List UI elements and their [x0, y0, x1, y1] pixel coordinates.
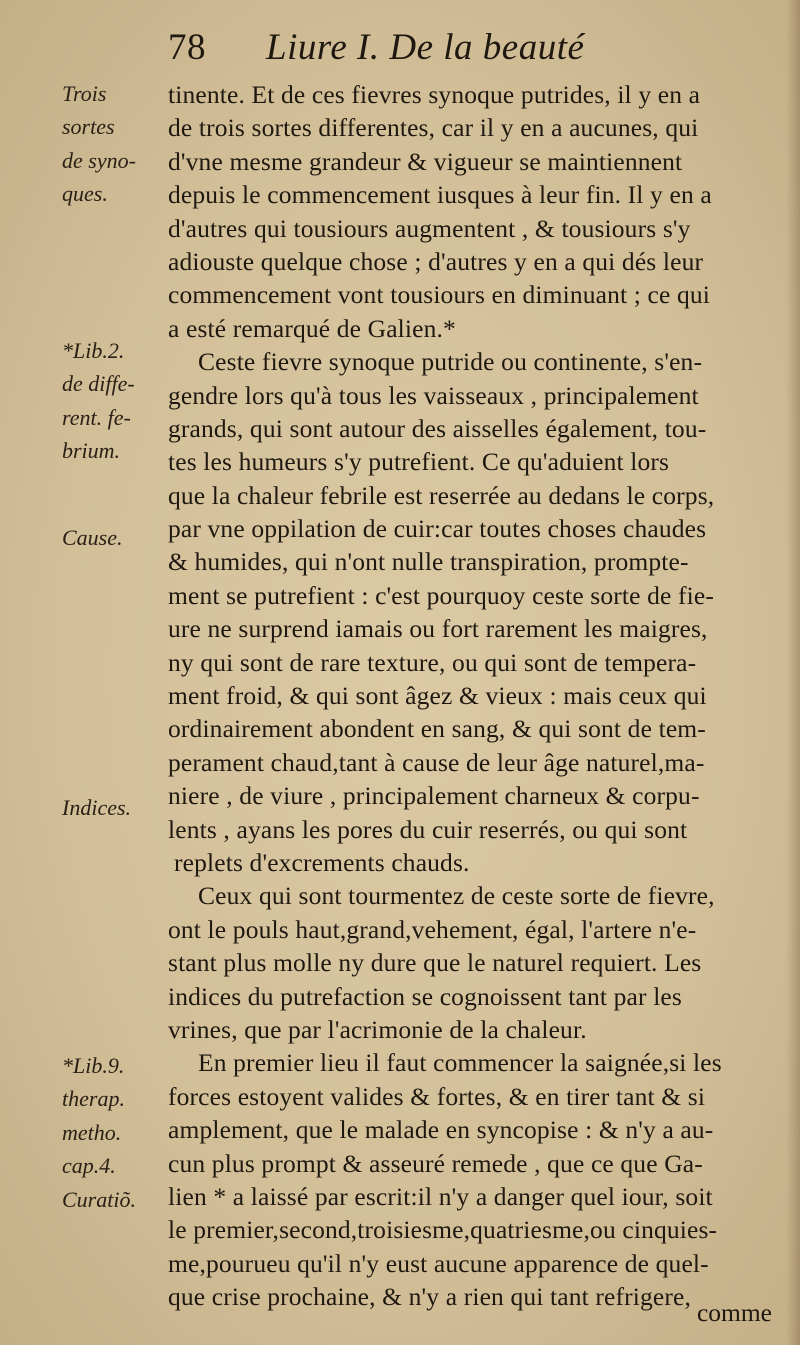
margin-note-line: sortes [62, 114, 115, 140]
catchword: comme [696, 1298, 772, 1327]
margin-note-line: rent. fe- [62, 404, 131, 430]
text-line: gendre lors qu'à tous les vaisseaux , principalement [168, 380, 699, 410]
page-edge-shadow [786, 0, 800, 1345]
text-line: lents , ayans les pores du cuir reserrés, ou qui sont [168, 814, 688, 844]
text-line: que crise prochaine, & n'y a rien qui tant refrigere, [168, 1282, 692, 1312]
text-line: d'autres qui tousiours augmentent , & tousiours s'y [168, 213, 691, 243]
text-line: En premier lieu il faut commencer la saignée,si les [198, 1048, 722, 1078]
text-line: commencement vont tousiours en diminuant ; ce qui [168, 280, 711, 310]
margin-note-line: *Lib.9. [62, 1053, 125, 1078]
text-line: tinente. Et de ces fievres synoque putrides, il y en a [168, 80, 701, 109]
margin-note-line: brium. [62, 438, 121, 464]
margin-note-line: de syno- [62, 147, 136, 173]
margin-note-line: Curatiõ. [62, 1186, 136, 1212]
text-line: indices du putrefaction se cognoissent tant par les [168, 981, 682, 1011]
text-line: grands, qui sont autour des aisselles également, tou- [168, 413, 707, 443]
margin-note-lib-2 [62, 335, 174, 469]
margin-note-line: Indices. [62, 795, 132, 820]
text-line: Ceste fievre synoque putride ou continente, s'en- [198, 347, 703, 377]
text-line: adiouste quelque chose ; d'autres y en a qui dés leur [168, 246, 704, 276]
text-line: depuis le commencement iusques à leur fin. Il y en a [168, 180, 712, 210]
margin-note-line: cap.4. [62, 1153, 116, 1179]
text-line: ment froid, & qui sont âgez & vieux : mais ceux qui [168, 681, 707, 711]
text-line: ment se putrefient : c'est pourquoy ceste sorte de fie- [168, 580, 715, 610]
running-title: Liure I. De la beauté [266, 27, 585, 68]
text-line: d'vne mesme grandeur & vigueur se maintiennent [168, 146, 683, 176]
margin-note-line: ques. [62, 181, 108, 207]
text-line: ordinairement abondent en sang, & qui sont de tem- [168, 714, 706, 744]
margin-note-line: Cause. [62, 525, 123, 550]
text-line: vrines, que par l'acrimonie de la chaleur. [168, 1014, 587, 1044]
margin-note-indices [62, 792, 174, 825]
margin-note-line: Trois [62, 81, 107, 106]
margin-note-cause [62, 522, 174, 555]
margin-note-line: de diffe- [62, 371, 135, 397]
text-line: niere , de viure , principalement charneux & corpu- [168, 781, 700, 811]
text-line: tes les humeurs s'y putrefient. Ce qu'aduient lors [168, 447, 670, 477]
text-line: le premier,second,troisiesme,quatriesme,ou cinquies- [168, 1215, 718, 1245]
text-line: cun plus prompt & asseuré remede , que ce que Ga- [168, 1148, 703, 1178]
text-line: que la chaleur febrile est reserrée au dedans le corps, [168, 480, 715, 510]
text-line: me,pourueu qu'il n'y eust aucune apparence de quel- [168, 1248, 709, 1278]
margin-note-lib-9 [62, 1050, 174, 1217]
margin-note-trois-sortes [62, 78, 174, 212]
text-line: lien * a laissé par escrit:il n'y a danger quel iour, soit [168, 1181, 713, 1211]
text-line: ny qui sont de rare texture, ou qui sont de tempera- [168, 647, 697, 677]
running-header [168, 18, 688, 78]
text-line: & humides, qui n'ont nulle transpiration, prompte- [168, 547, 689, 577]
main-text-block [168, 78, 780, 1313]
text-line: amplement, que le malade en syncopise : & n'y a au- [168, 1115, 714, 1145]
margin-note-line: metho. [62, 1119, 122, 1145]
text-line: perament chaud,tant à cause de leur âge naturel,ma- [168, 747, 705, 777]
margin-note-line: therap. [62, 1086, 125, 1112]
text-line: de trois sortes differentes, car il y en a aucunes, qui [168, 113, 699, 143]
text-line: ont le pouls haut,grand,vehement, égal, l'artere n'e- [168, 914, 697, 944]
text-line: replets d'excrements chauds. [174, 847, 470, 877]
text-line: stant plus molle ny dure que le naturel requiert. Les [168, 948, 702, 978]
page-number: 78 [168, 27, 206, 68]
text-line: par vne oppilation de cuir:car toutes choses chaudes [168, 514, 707, 544]
margin-note-line: *Lib.2. [62, 338, 125, 363]
text-line: ure ne surprend iamais ou fort rarement les maigres, [168, 614, 708, 644]
text-line: forces estoyent valides & fortes, & en tirer tant & si [168, 1081, 706, 1111]
text-line: Ceux qui sont tourmentez de ceste sorte de fievre, [198, 881, 715, 911]
text-line: a esté remarqué de Galien.* [168, 313, 456, 343]
